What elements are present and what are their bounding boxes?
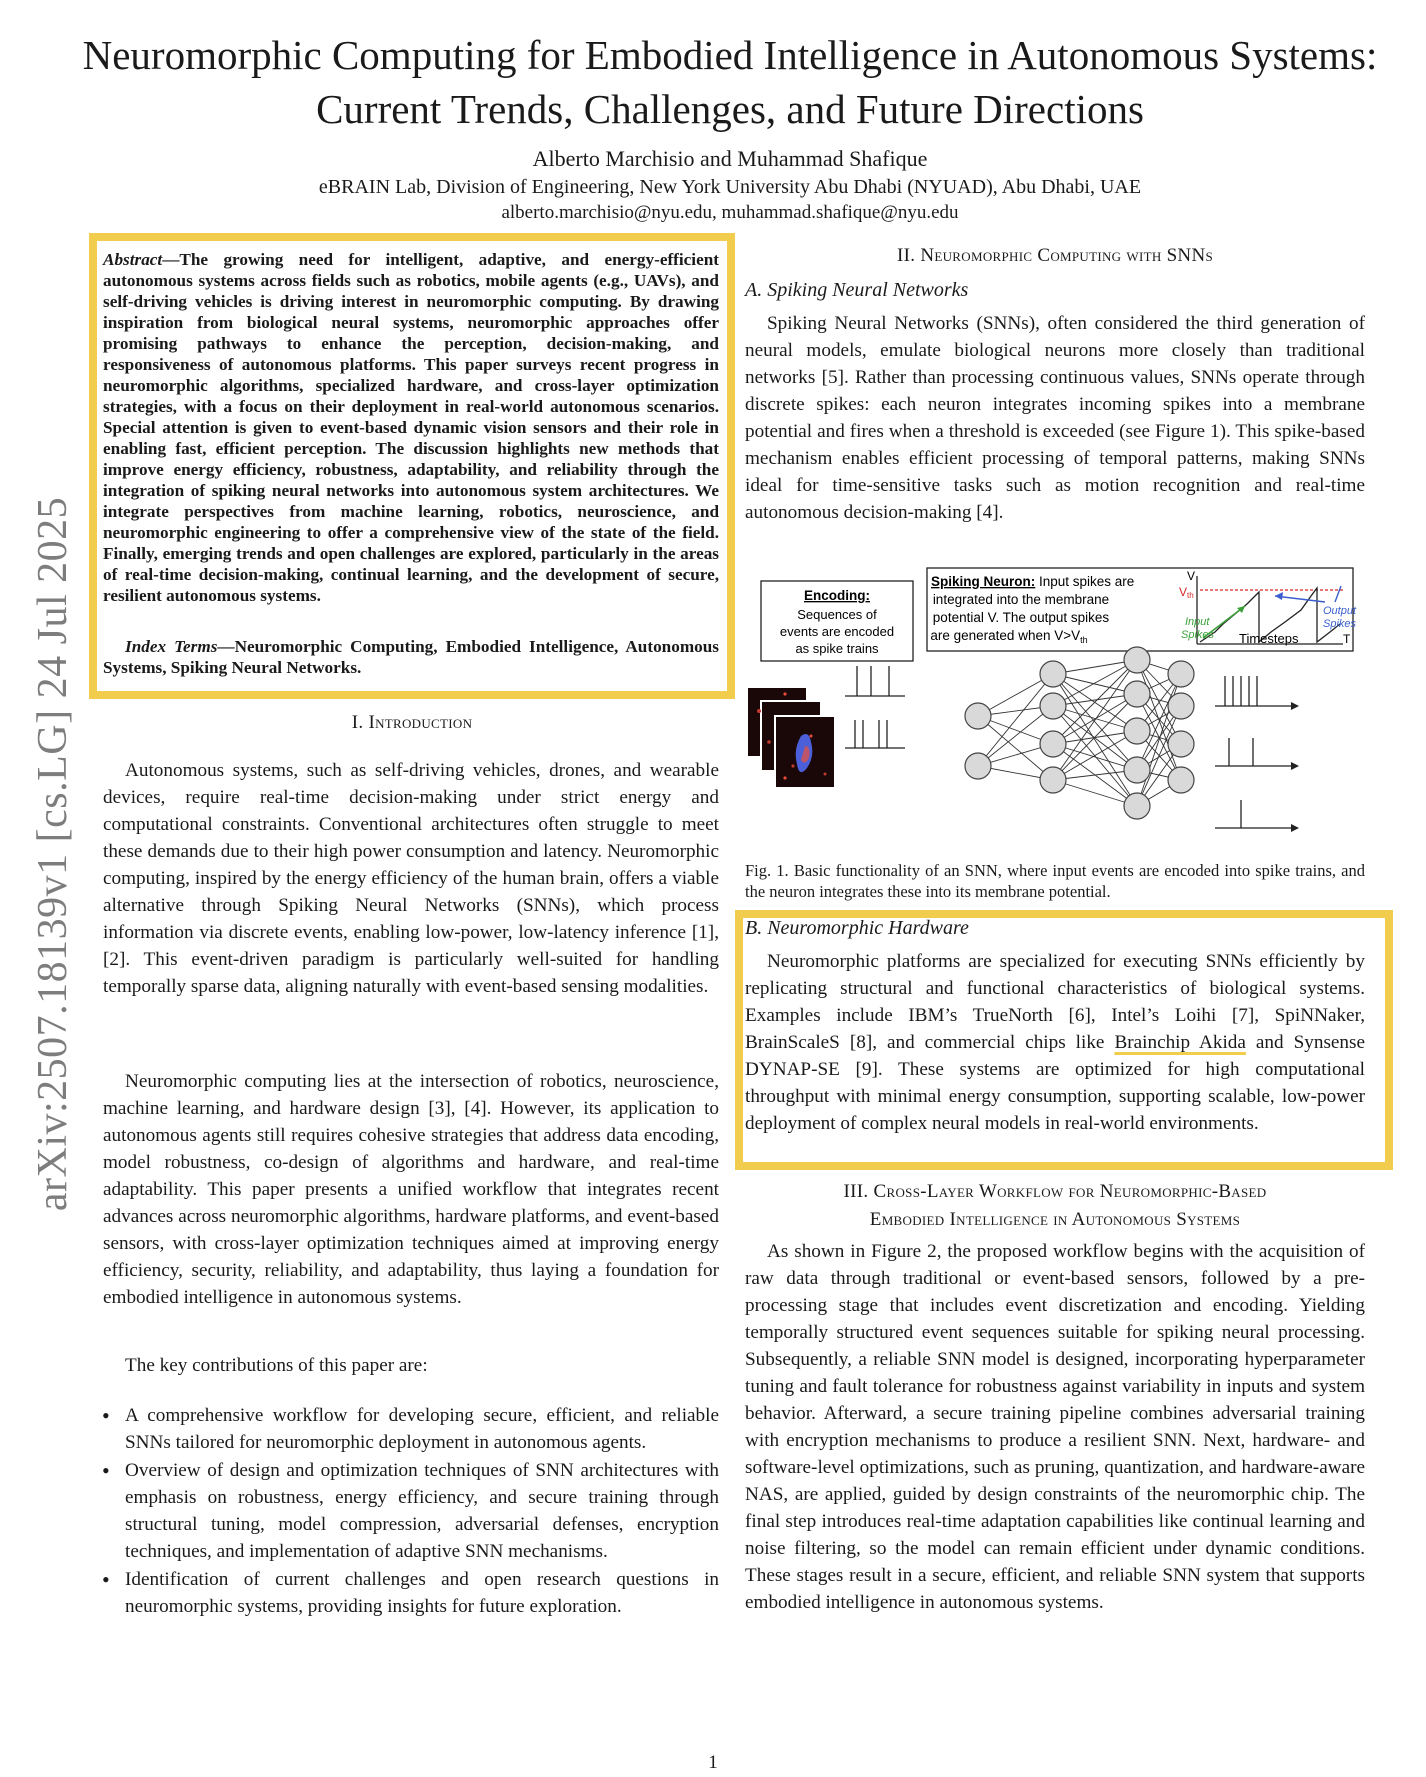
section-title-line: Cross-Layer Workflow for Neuromorphic-Based	[873, 1181, 1267, 1202]
encoding-line: as spike trains	[795, 641, 879, 656]
output-spike-train	[1215, 676, 1293, 828]
encoding-line: events are encoded	[779, 624, 895, 639]
neuron-node	[965, 703, 991, 729]
list-item: • Overview of design and optimization techniques of SNN architectures with emphasis on robustness, energy efficiency, and secure training through structural tuning, model compression, adversarial defenses, encryption techniques, and implementation of adaptive SNN mechanisms.	[100, 1457, 719, 1565]
output-spikes-label: Spikes	[1323, 618, 1357, 630]
network-neurons	[965, 647, 1194, 819]
abstract-label: Abstract	[103, 250, 163, 269]
event-dot	[810, 735, 813, 738]
neuron-text: are generated when V>V	[930, 628, 1081, 643]
section-number: I.	[351, 712, 364, 733]
neuron-node	[1124, 718, 1150, 744]
page-number: 1	[708, 1752, 718, 1773]
arxiv-id: arXiv:2507.18139v1 [cs.LG] 24 Jul 2025	[30, 496, 76, 1212]
event-dot	[757, 709, 761, 713]
input-spikes-label: Input	[1185, 616, 1210, 628]
paper-title: Neuromorphic Computing for Embodied Intelligence in Autonomous Systems: Current Trends, Challenges, and Future Directions	[82, 32, 1378, 132]
timesteps-label: Timesteps	[1239, 631, 1299, 646]
index-terms	[103, 636, 719, 678]
output-spikes-label: Output	[1323, 605, 1357, 617]
neuron-line	[930, 628, 1087, 645]
neuron-node	[1040, 767, 1066, 793]
section-heading-snns	[745, 245, 1365, 267]
event-dot	[783, 692, 786, 695]
axis-t-label: T	[1343, 632, 1351, 646]
neuron-line: potential V. The output spikes	[932, 610, 1110, 625]
neuron-node	[1040, 693, 1066, 719]
event-dot	[824, 773, 827, 776]
figure-1-caption: Fig. 1. Basic functionality of an SNN, where input events are encoded into spike trains, and the neuron integrates these into its membrane potential.	[745, 861, 1365, 901]
arxiv-stamp	[8, 430, 76, 1280]
encoding-title: Encoding:	[804, 588, 870, 603]
neuron-title: Spiking Neuron:	[931, 574, 1036, 589]
neuron-node	[1124, 647, 1150, 673]
neuron-line	[931, 574, 1134, 589]
authors: Alberto Marchisio and Muhammad Shafique	[532, 146, 928, 171]
section-number: III.	[843, 1181, 869, 1202]
input-spike-train	[845, 666, 905, 748]
abstract-text: —The growing need for intelligent, adaptive, and energy-efficient autonomous systems across fields such as robotics, mobile agents (e.g., UAVs), and self-driving vehicles is driving interest in neuromorphic computing. By drawing inspiration from biological neural systems, neuromorphic approaches offer promising pathways to enhance the perception, decision-making, and responsiveness of autonomous platforms. This paper surveys recent progress in neuromorphic algorithms, specialized hardware, and cross-layer optimization strategies, with a focus on their deployment in real-world autonomous scenarios. Special attention is given to event-based dynamic vision sensors and their role in enabling fast, efficient perception. The discussion highlights new methods that improve energy efficiency, robustness, adaptability, and reliability through the integration of spiking neural networks into autonomous system architectures. We integrate perspectives from machine learning, robotics, neuroscience, and neuromorphic engineering to offer a comprehensive view of the state of the field. Finally, emerging trends and open challenges are explored, particularly in the areas of real-time decision-making, continual learning, and the development of secure, resilient autonomous systems.	[103, 250, 719, 605]
index-terms-label: Index Terms	[125, 637, 218, 656]
section-heading-workflow	[745, 1178, 1365, 1234]
hardware-text: Neuromorphic platforms are specialized for executing SNNs efficiently by replicating structural and functional characteristics of biological systems. Examples include IBM’s TrueNorth [6], Intel’s Loihi [7], SpiNNaker, BrainScaleS [8], and commercial chips like	[745, 951, 1365, 1053]
neuron-node	[1168, 767, 1194, 793]
affiliation: eBRAIN Lab, Division of Engineering, New York University Abu Dhabi (NYUAD), Abu Dhabi, UAE	[318, 176, 1142, 198]
abstract	[103, 249, 719, 606]
emails: alberto.marchisio@nyu.edu, muhammad.shafique@nyu.edu	[501, 202, 959, 223]
list-item: • Identification of current challenges and open research questions in neuromorphic systems, providing insights for future exploration.	[100, 1566, 719, 1620]
neuron-node	[1040, 661, 1066, 687]
brainchip-akida-underline: Brainchip Akida	[1114, 1032, 1246, 1053]
section-heading-introduction	[89, 712, 735, 734]
index-terms-text: —Neuromorphic Computing, Embodied Intelligence, Autonomous Systems, Spiking Neural Networks.	[103, 637, 719, 677]
hardware-paragraph	[745, 948, 1365, 1137]
snn-paragraph: Spiking Neural Networks (SNNs), often considered the third generation of neural models, emulate biological neurons more closely than traditional networks [5]. Rather than processing continuous values, SNNs operate through discrete spikes: each neuron integrates incoming spikes into a membrane potential and fires when a threshold is exceeded (see Figure 1). This spike-based mechanism enables efficient processing of temporal patterns, making SNNs ideal for time-sensitive tasks such as motion recognition and real-time autonomous decision-making [4].	[745, 313, 1365, 523]
neuron-node	[1168, 731, 1194, 757]
neuron-node	[1040, 731, 1066, 757]
vth-text: V	[1179, 585, 1188, 599]
network-connections	[978, 660, 1181, 806]
neuron-node	[965, 753, 991, 779]
event-dot	[783, 776, 786, 779]
axis-v-label: V	[1187, 569, 1196, 583]
section-title: Introduction	[368, 712, 473, 733]
contributions-list	[100, 1402, 719, 1621]
neuron-node	[1124, 757, 1150, 783]
neuron-node	[1168, 693, 1194, 719]
figure-1	[745, 566, 1365, 852]
encoding-line: Sequences of	[797, 607, 877, 622]
event-dot	[767, 740, 771, 744]
event-dot	[791, 764, 794, 767]
neuron-line: integrated into the membrane	[932, 592, 1110, 607]
neuron-text: Input spikes are	[1035, 574, 1135, 589]
list-item: • A comprehensive workflow for developing secure, efficient, and reliable SNNs tailored for neuromorphic deployment in autonomous agents.	[100, 1402, 719, 1456]
vth-sub: th	[1187, 591, 1194, 600]
section-title-line: Embodied Intelligence in Autonomous Systems	[869, 1209, 1241, 1230]
hardware-text: and Synsense DYNAP-SE [9]. These systems are optimized for high computational throughput with minimal energy consumption, supporting scalable, low-power deployment of complex neural models in real-world environments.	[745, 1032, 1366, 1134]
workflow-paragraph: As shown in Figure 2, the proposed workflow begins with the acquisition of raw data through traditional or event-based sensors, followed by a pre-processing stage that includes event discretization and encoding. Yielding temporally structured event sequences suitable for spiking neural processing. Subsequently, a reliable SNN model is designed, incorporating hyperparameter tuning and fault tolerance for robustness against variability in inputs and system behavior. Afterward, a secure training pipeline combines adversarial training with encryption mechanisms to produce a resilient SNN. Next, hardware- and software-level optimizations, such as pruning, quantization, and hardware-aware NAS, are applied, guided by design constraints of the neuromorphic chip. The final step introduces real-time adaptation capabilities like continual learning and noise filtering, so the model can remain efficient under dynamic conditions. These stages result in a secure, efficient, and reliable SNN system that supports embodied intelligence in autonomous systems.	[745, 1241, 1365, 1613]
section-number: II.	[896, 245, 916, 266]
section-title: Neuromorphic Computing with SNNs	[920, 245, 1214, 266]
intro-paragraph-2: Neuromorphic computing lies at the intersection of robotics, neuroscience, machine learning, and hardware design [3], [4]. However, its application to autonomous agents still requires cohesive strategies that address data encoding, model robustness, co-design of algorithms and hardware, and real-time adaptability. This paper presents a unified workflow that integrates recent advances across neuromorphic algorithms, hardware platforms, and event-based sensors, with cross-layer optimization techniques aimed at improving energy efficiency, security, reliability, and adaptability, thus laying a foundation for embodied intelligence in autonomous systems.	[103, 1071, 719, 1308]
input-spikes-label: Spikes	[1181, 629, 1215, 641]
neuron-node	[1168, 661, 1194, 687]
neuron-node	[1124, 681, 1150, 707]
neuron-sub: th	[1080, 635, 1088, 645]
subsection-heading-snn: A. Spiking Neural Networks	[745, 279, 969, 301]
intro-paragraph-1: Autonomous systems, such as self-driving vehicles, drones, and wearable devices, require real-time decision-making under strict energy and computational constraints. Conventional architectures often struggle to meet these demands due to their high power consumption and latency. Neuromorphic computing, inspired by the energy efficiency of the human brain, offers a viable alternative through Spiking Neural Networks (SNNs), which process information via discrete events, enabling low-power, low-latency inference [1], [2]. This event-driven paradigm is particularly well-suited for handling temporally sparse data, aligning naturally with event-based sensing modalities.	[103, 760, 719, 997]
subsection-heading-hardware: B. Neuromorphic Hardware	[745, 917, 969, 939]
neuron-node	[1124, 793, 1150, 819]
intro-paragraph-3: The key contributions of this paper are:	[125, 1355, 428, 1376]
output-arrowheads	[1291, 702, 1299, 832]
